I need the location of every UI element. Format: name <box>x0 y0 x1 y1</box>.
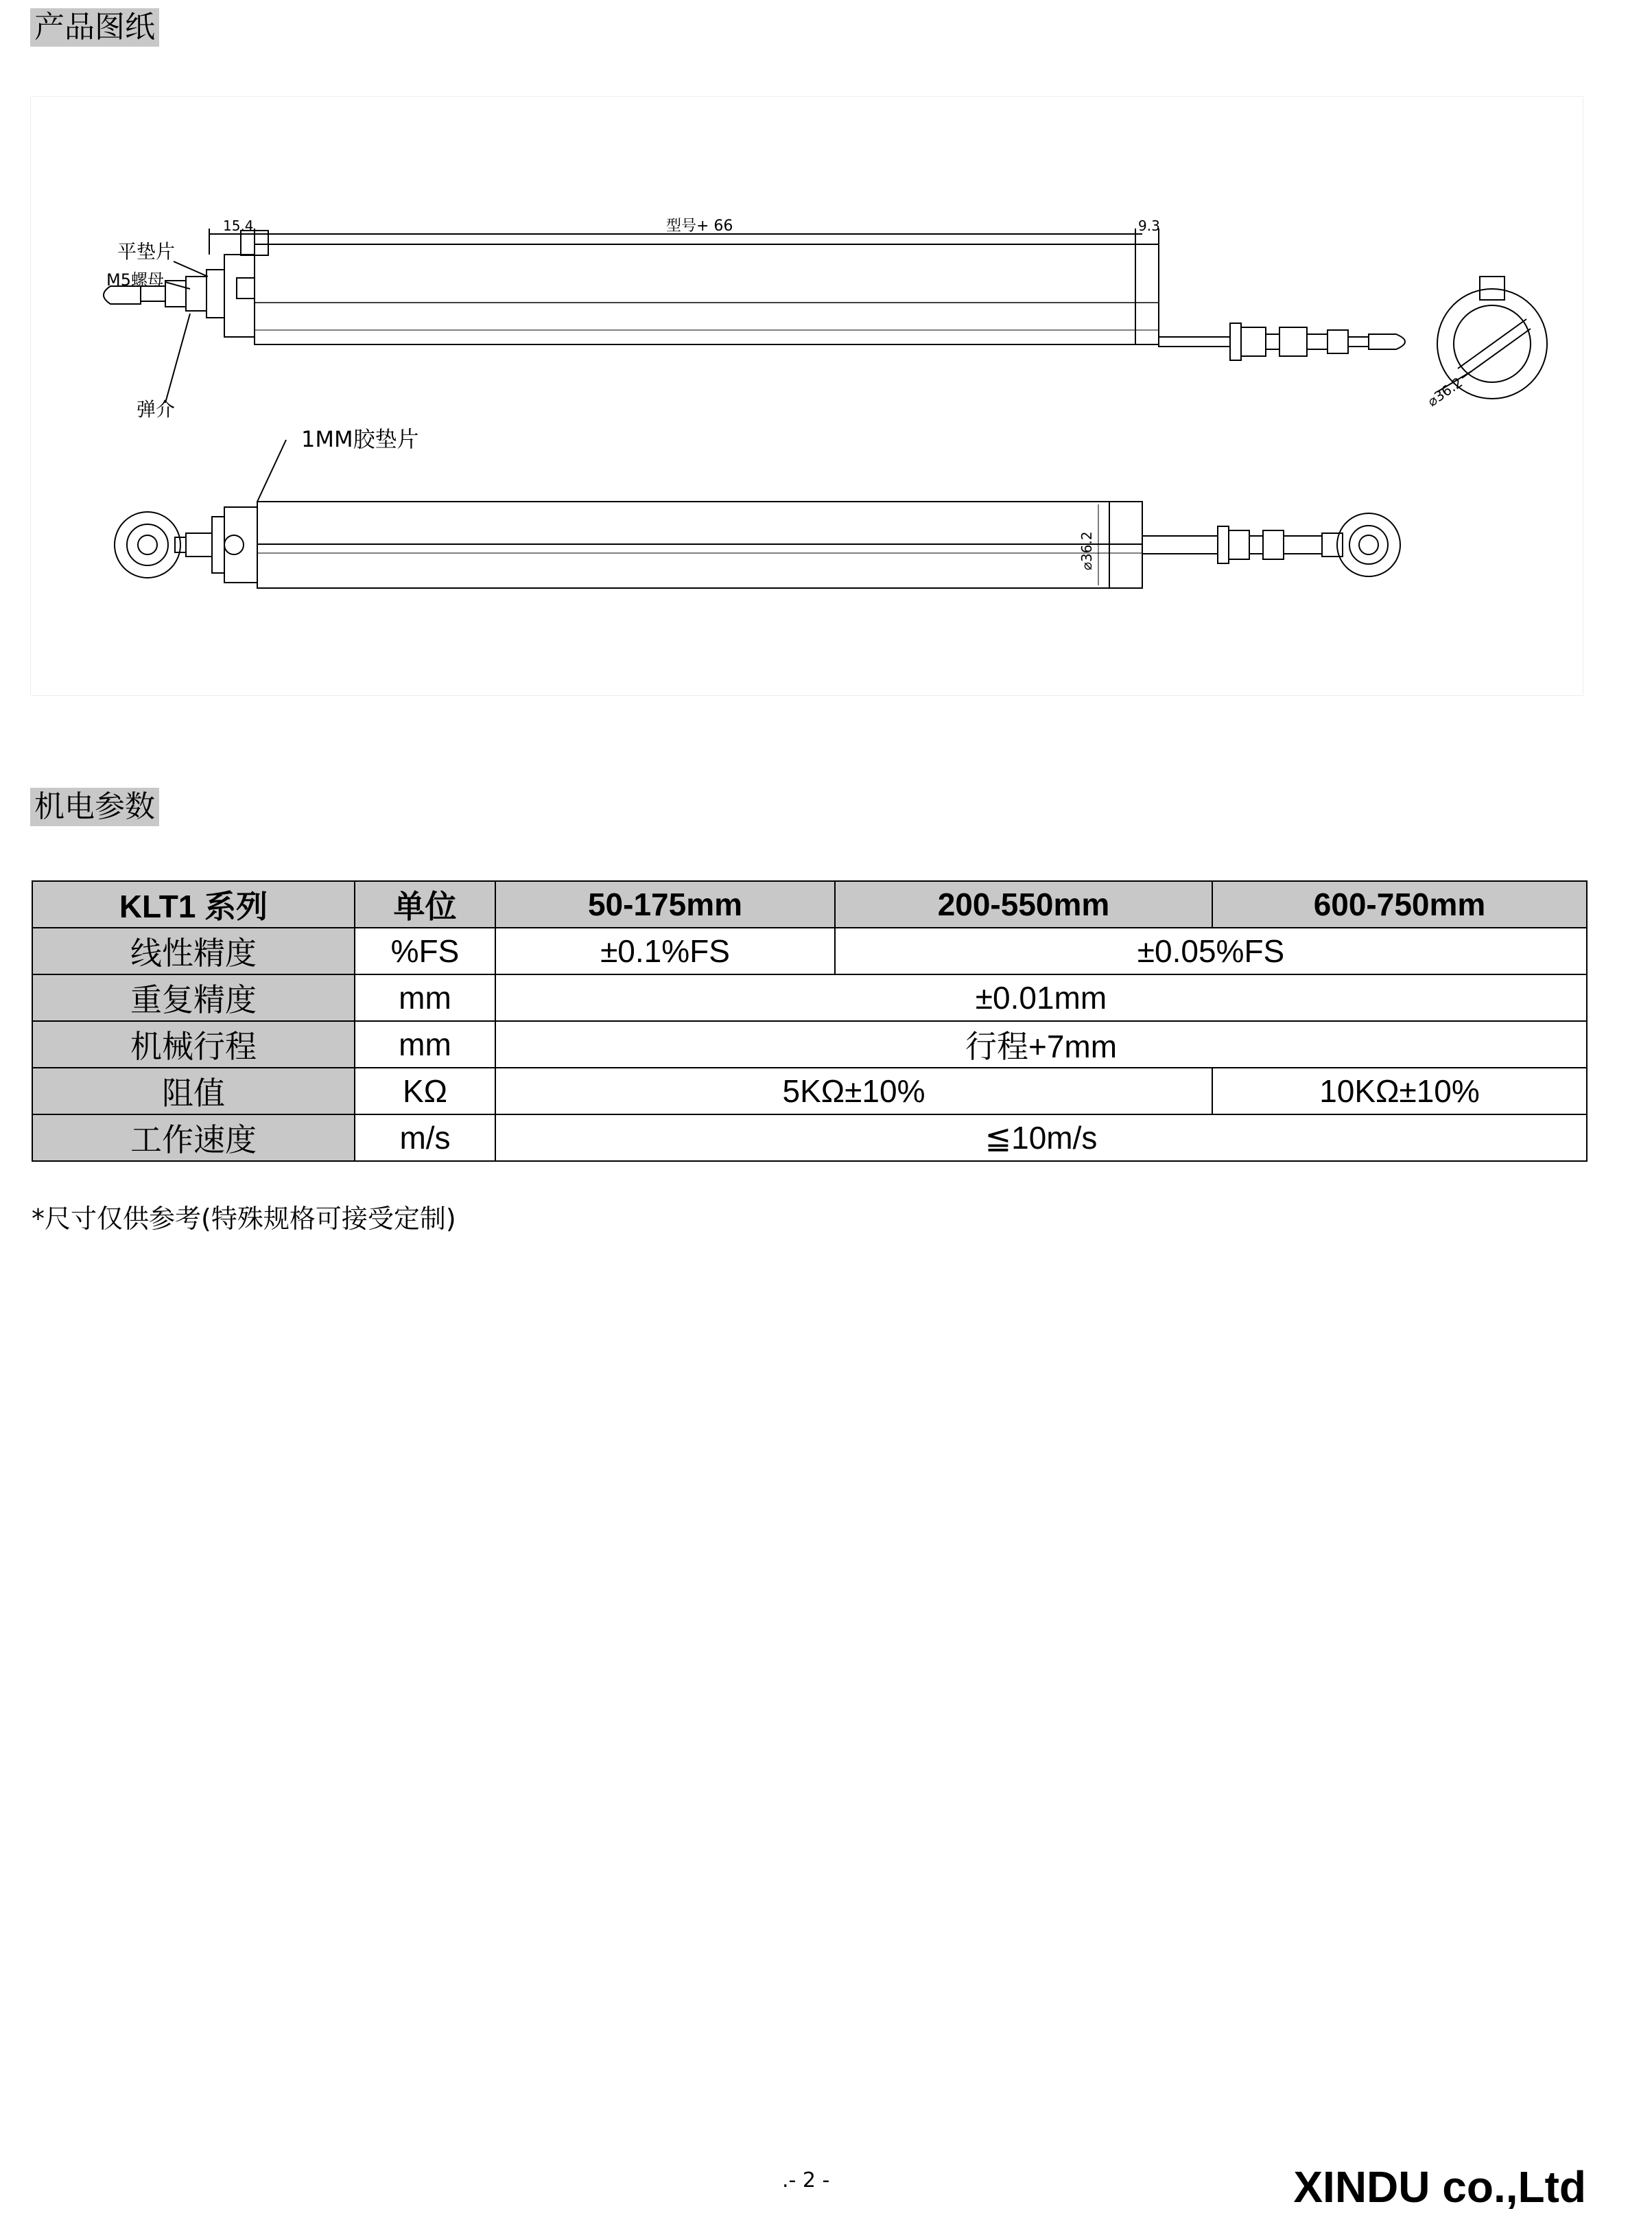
table-row <box>32 1114 1587 1161</box>
table-header-row <box>32 881 1587 928</box>
header-unit: 单位 <box>355 881 495 928</box>
spec-table <box>32 880 1588 1162</box>
dim-diameter-end: ⌀36.2 <box>1424 373 1466 410</box>
resistance-value-1: 5KΩ±10% <box>495 1068 1212 1114</box>
header-range-1: 50-175mm <box>495 881 835 928</box>
table-row <box>32 928 1587 974</box>
row-label-repeatability: 重复精度 <box>32 974 355 1021</box>
rod-end-left <box>115 512 180 578</box>
label-m5-nut: M5螺母 <box>106 270 164 290</box>
label-rubber-pad: 1MM胶垫片 <box>301 426 419 452</box>
product-drawing <box>30 96 1583 696</box>
params-section-title: 机电参数 <box>30 788 159 826</box>
label-flat-washer: 平垫片 <box>117 240 176 263</box>
product-drawing-svg <box>31 97 1583 695</box>
unit-mech-stroke: mm <box>355 1021 495 1068</box>
mech-stroke-value: 行程+7mm <box>495 1021 1587 1068</box>
unit-repeatability: mm <box>355 974 495 1021</box>
dim-body-label: 型号+ 66 <box>666 218 733 235</box>
table-row <box>32 1068 1587 1114</box>
table-row <box>32 1021 1587 1068</box>
dim-right-label: 9.3 <box>1138 218 1160 234</box>
linearity-value-2: ±0.05%FS <box>835 928 1587 974</box>
header-range-2: 200-550mm <box>835 881 1212 928</box>
row-label-resistance: 阻值 <box>32 1068 355 1114</box>
dim-diameter-side: ⌀36.2 <box>1078 531 1095 570</box>
sensor-body-top <box>255 244 1159 344</box>
resistance-value-2: 10KΩ±10% <box>1212 1068 1587 1114</box>
dim-left-label: 15.4 <box>223 218 254 234</box>
drawing-section-title: 产品图纸 <box>30 8 159 47</box>
row-label-speed: 工作速度 <box>32 1114 355 1161</box>
header-range-3: 600-750mm <box>1212 881 1587 928</box>
company-name: XINDU co.,Ltd <box>1293 2162 1586 2212</box>
speed-value: ≦10m/s <box>495 1114 1587 1161</box>
table-row <box>32 974 1587 1021</box>
page-number: .- 2 - <box>782 2168 830 2192</box>
rod-end-right <box>1337 513 1400 576</box>
unit-linearity: %FS <box>355 928 495 974</box>
row-label-linearity: 线性精度 <box>32 928 355 974</box>
row-label-mech-stroke: 机械行程 <box>32 1021 355 1068</box>
linearity-value-1: ±0.1%FS <box>495 928 835 974</box>
dimension-note: *尺寸仅供参考(特殊规格可接受定制) <box>32 1204 456 1234</box>
repeatability-value: ±0.01mm <box>495 974 1587 1021</box>
label-spring: 弹介 <box>137 398 176 421</box>
unit-speed: m/s <box>355 1114 495 1161</box>
header-series: KLT1 系列 <box>32 881 355 928</box>
unit-resistance: KΩ <box>355 1068 495 1114</box>
